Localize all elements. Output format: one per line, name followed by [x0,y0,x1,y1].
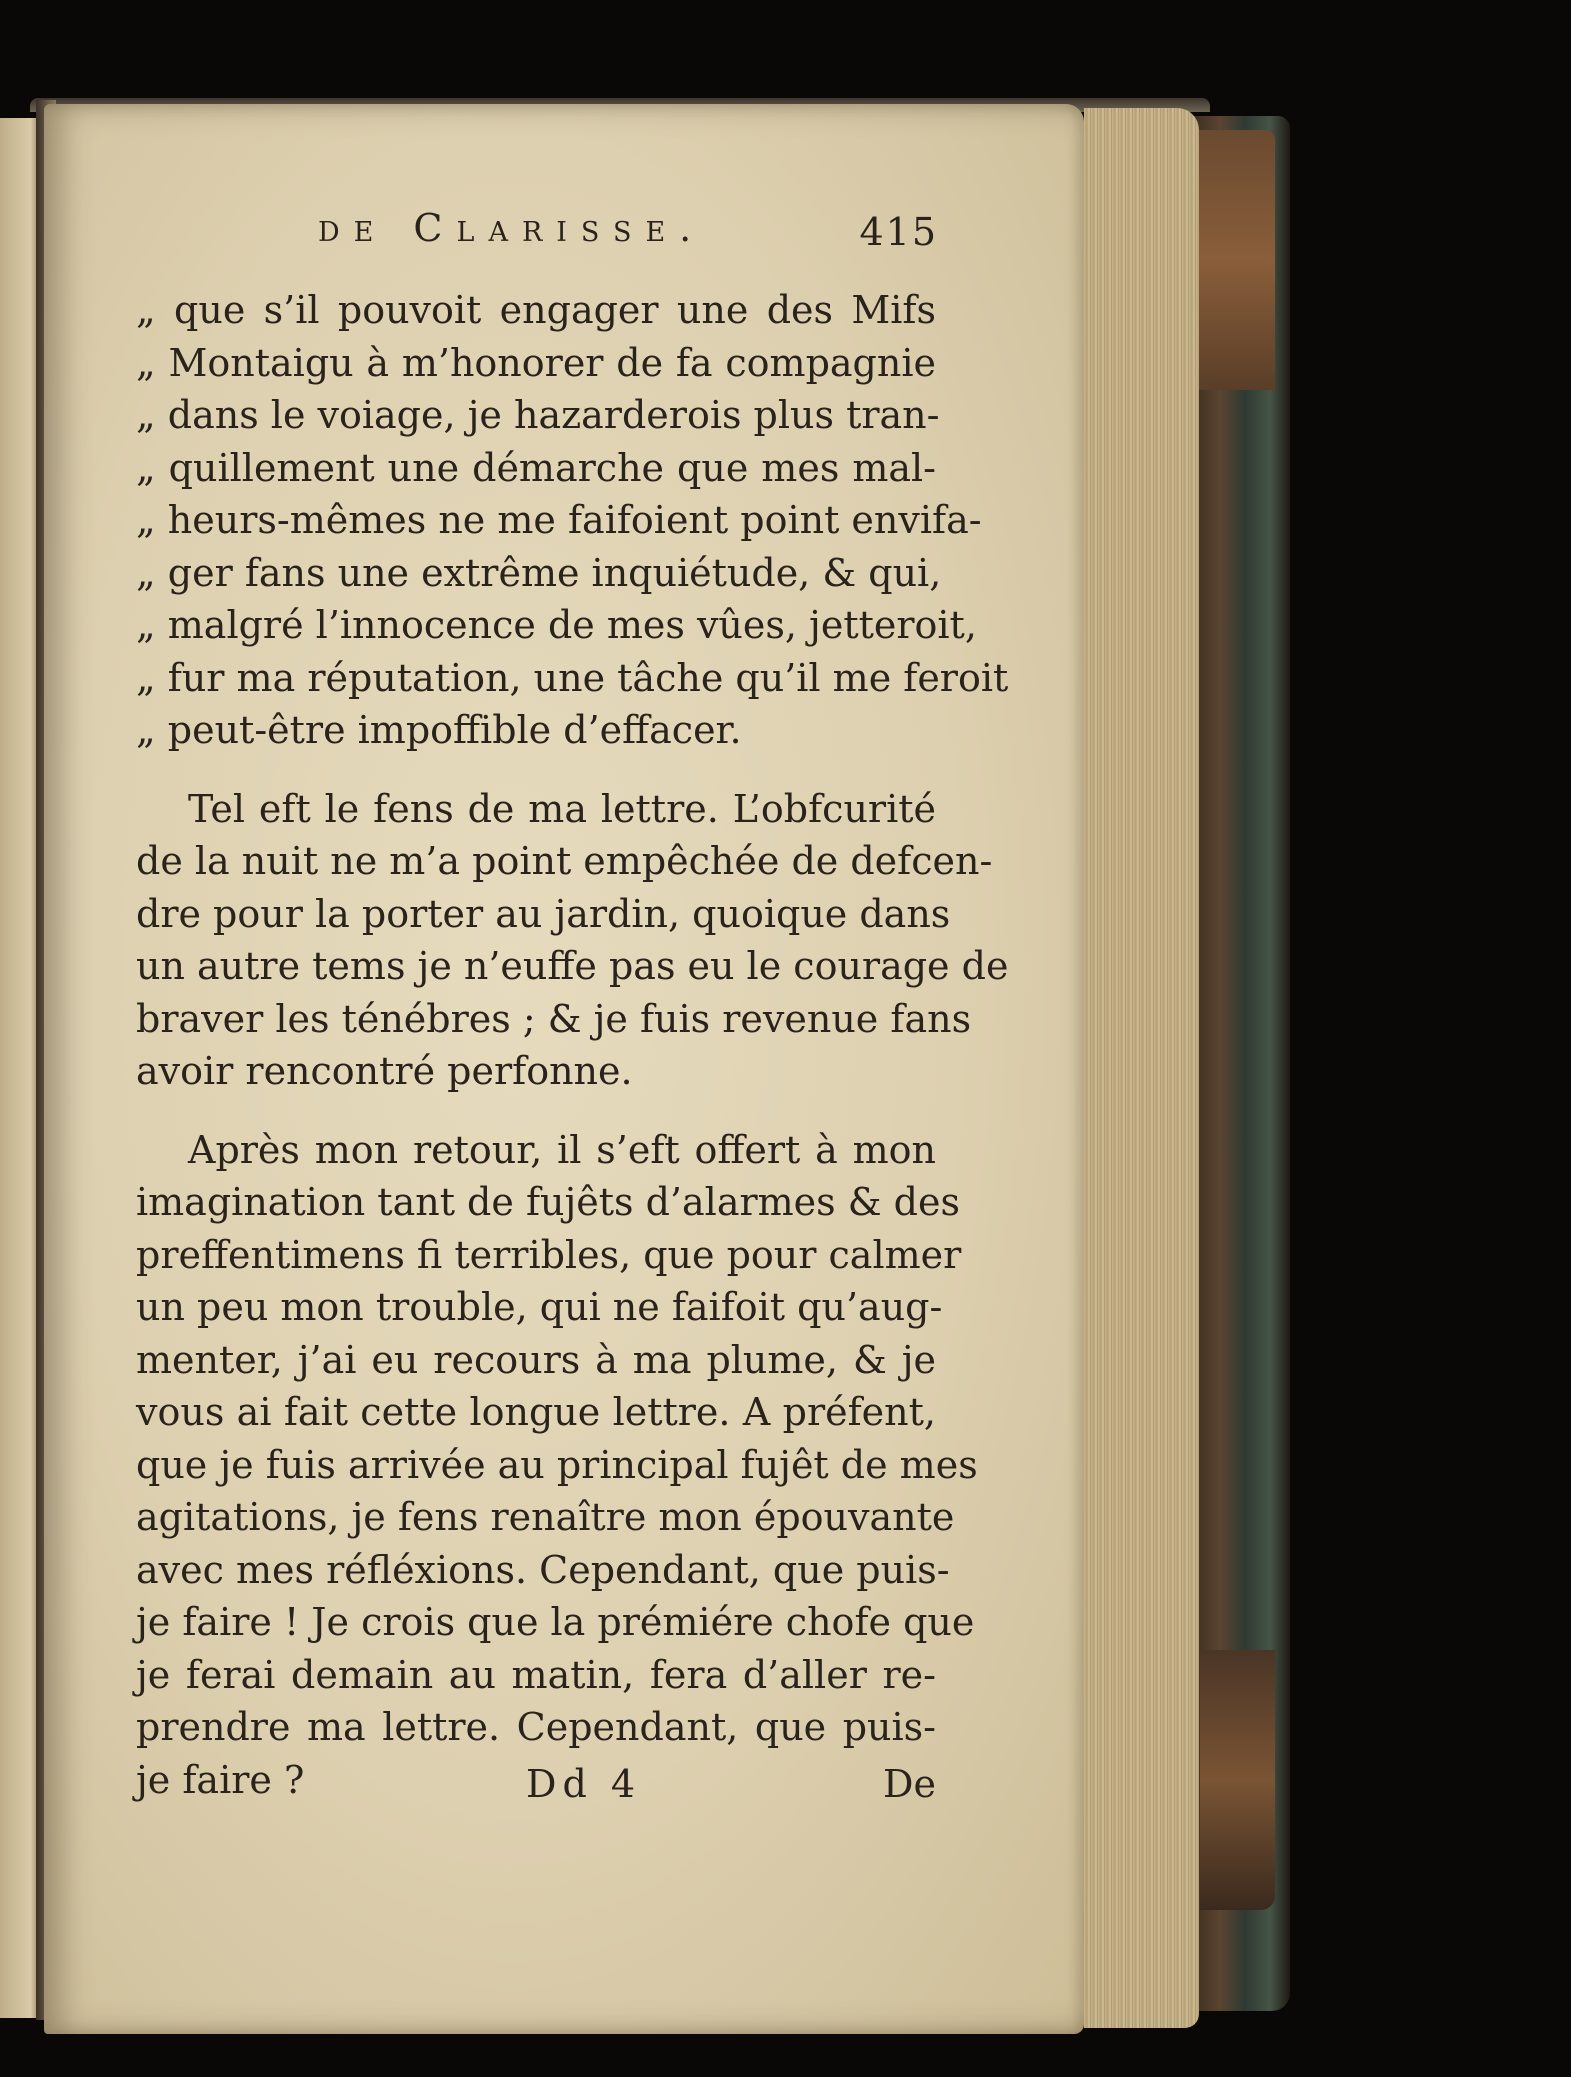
text-line: „ ger fans une extrême inquiétude, & qui, [136,550,942,595]
text-line: de la nuit ne m’a point empêchée de defcen- [136,839,993,883]
text-line: Après mon retour, il s’eft offert à mon [188,1127,936,1172]
text-line: avoir rencontré perfonne. [136,1049,633,1093]
page-body [136,214,1009,1806]
text-line: prendre ma lettre. Cependant, que puis- [136,1705,936,1749]
text-line: vous ai fait cette longue lettre. A préfent, [136,1390,936,1434]
text-line: „ peut-être impoffible d’effacer. [136,708,742,752]
page-footer [136,1762,936,1816]
text-line: un peu mon trouble, qui ne faifoit qu’aug- [136,1285,943,1329]
running-head: de Clarisse. [318,206,706,250]
text-line: preffentimens fi terribles, que pour calmer [136,1232,962,1277]
text-line: un autre tems je n’euffe pas eu le courage de [136,944,1009,988]
cover-corner-top [1195,130,1275,390]
text-line: „ fur ma réputation, une tâche qu’il me feroit [136,655,1009,700]
quoted-passage [136,284,1009,757]
cover-corner-bottom [1200,1650,1275,1910]
paragraph [136,783,1009,1098]
signature-mark: Dd 4 [526,1762,642,1806]
text-line: „ que s’il pouvoit engager une des Mifs [136,288,936,332]
text-line: „ quillement une démarche que mes mal- [136,445,936,490]
text-line: je faire ! Je crois que la prémiére chofe que [136,1600,975,1644]
text-line: agitations, je fens renaître mon épouvante [136,1495,955,1539]
text-line: je faire ? [136,1757,305,1802]
text-line: braver les ténébres ; & je fuis revenue fans [136,996,972,1041]
page-block-edges [1084,108,1199,2028]
text-line: que je fuis arrivée au principal fujêt de mes [136,1442,978,1487]
text-line: „ malgré l’innocence de mes vûes, jetteroit, [136,603,977,647]
text-line: „ dans le voiage, je hazarderois plus tran- [136,393,940,437]
text-line: dre pour la porter au jardin, quoique dans [136,891,951,936]
text-line: Tel eft le fens de ma lettre. L’obfcurité [188,786,936,831]
page-number: 415 [859,210,938,254]
paragraph [136,1124,978,1807]
text-line: avec mes réfléxions. Cependant, que puis- [136,1547,950,1592]
text-line: je ferai demain au matin, fera d’aller re- [136,1652,936,1697]
text-line: „ Montaigu à m’honorer de fa compagnie [136,340,936,385]
text-line: imagination tant de fujêts d’alarmes & des [136,1180,960,1224]
text-line: „ heurs-mêmes ne me faifoient point envifa- [136,498,982,542]
catchword: De [883,1762,936,1806]
text-line: menter, j’ai eu recours à ma plume, & je [136,1337,936,1382]
